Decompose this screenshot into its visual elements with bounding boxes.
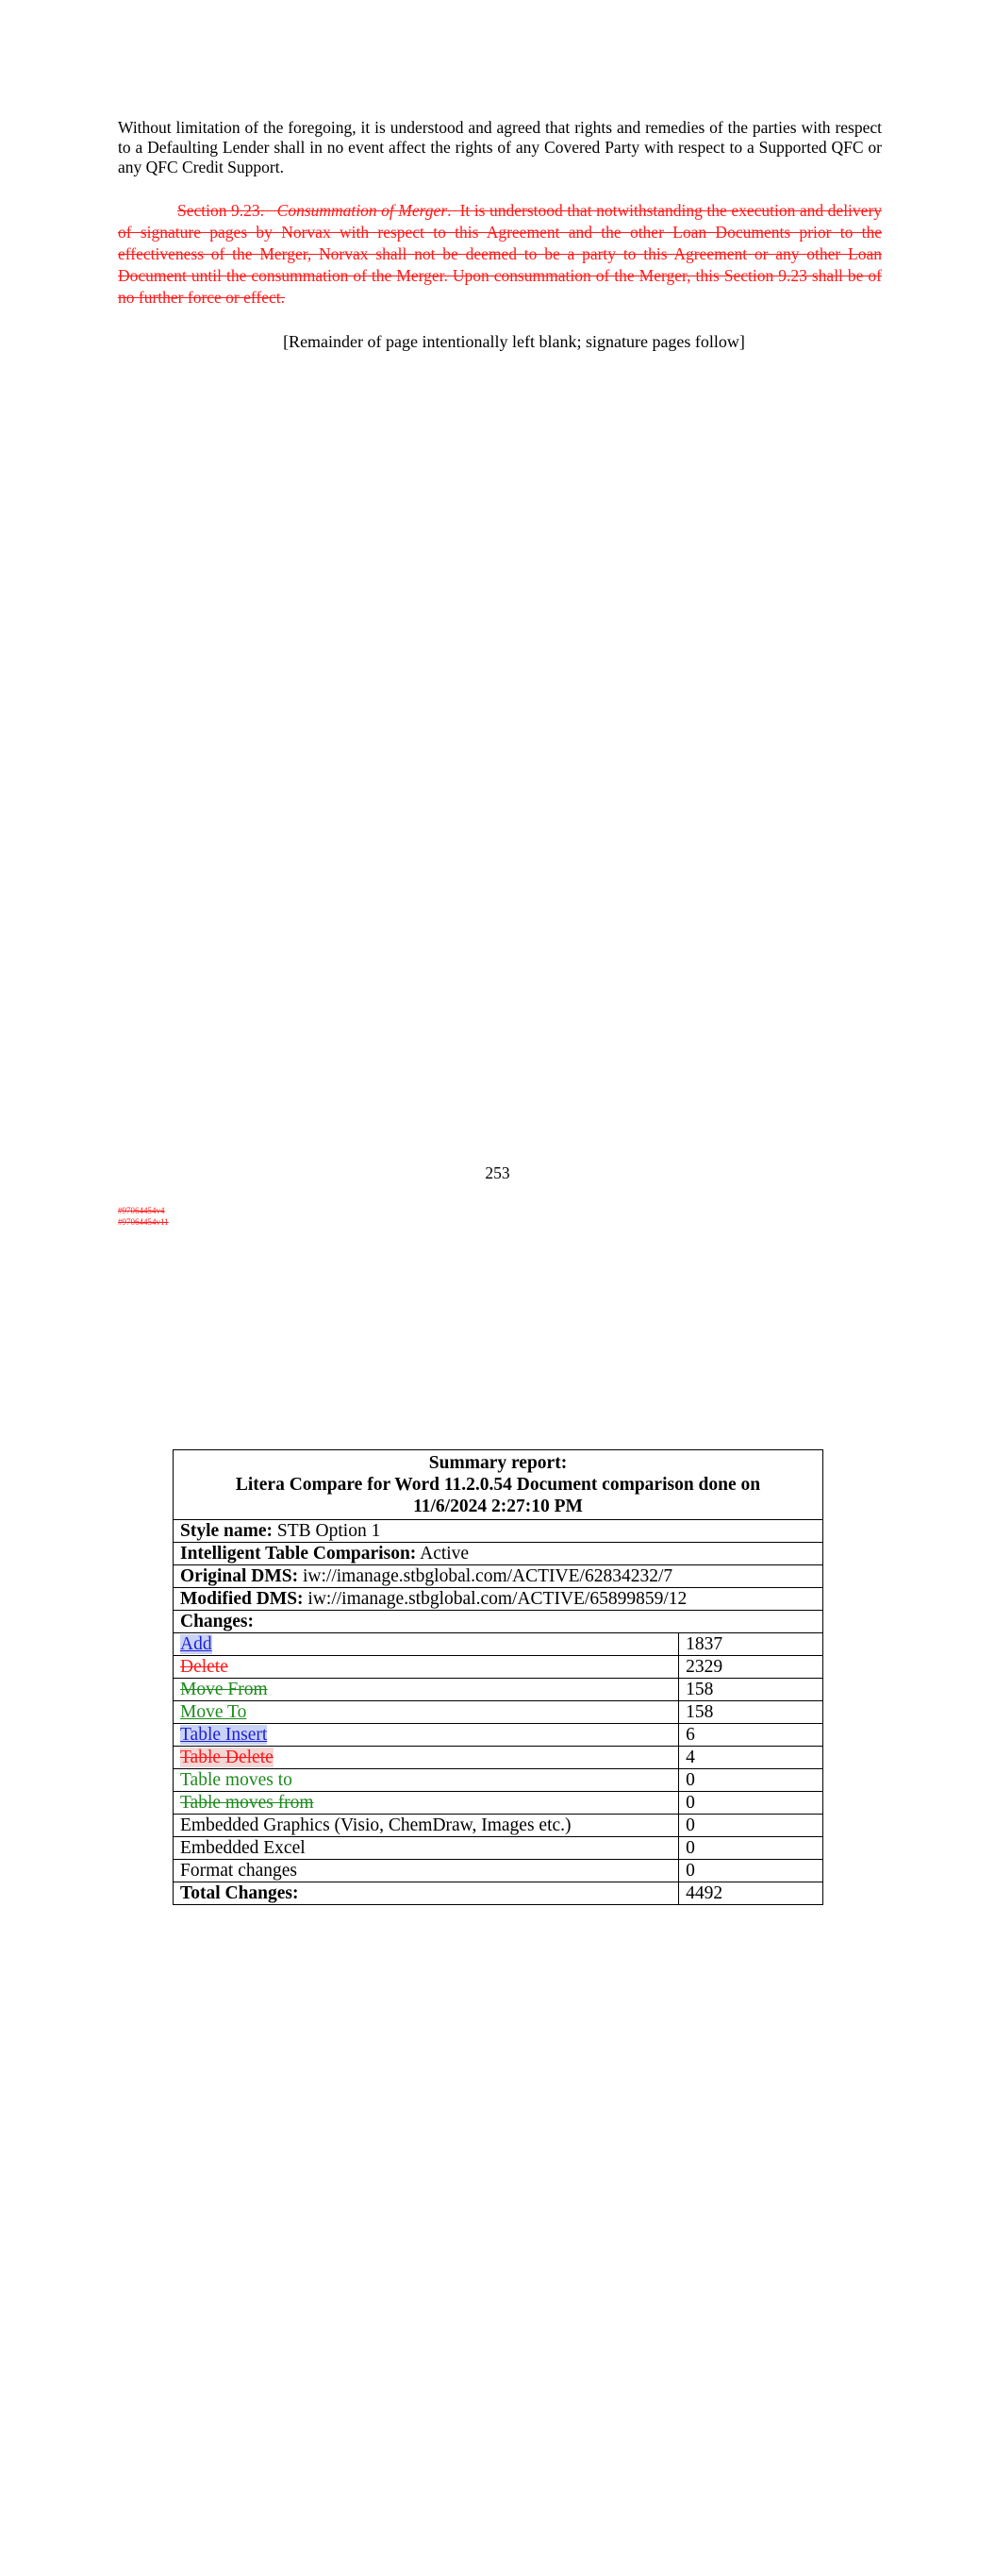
change-label-embedded-excel: Embedded Excel [174, 1837, 679, 1860]
change-row-delete [174, 1656, 823, 1679]
change-row-add [174, 1633, 823, 1656]
summary-header [174, 1450, 823, 1520]
summary-title: Summary report: [428, 1453, 568, 1473]
change-value-embedded-graphics: 0 [679, 1815, 823, 1837]
change-label-table-insert: Table Insert [180, 1725, 268, 1745]
doc-id-deleted: #97064454v11 [118, 1217, 169, 1227]
change-row-table-insert [174, 1724, 823, 1747]
change-value-format-changes: 0 [679, 1860, 823, 1882]
modified-dms-label: Modified DMS: [180, 1589, 304, 1609]
change-label-move-from: Move From [180, 1680, 268, 1699]
changes-label: Changes: [174, 1611, 823, 1633]
remainder-note: [Remainder of page intentionally left blank; signature pages follow] [283, 332, 745, 351]
change-label-table-delete: Table Delete [180, 1748, 274, 1767]
deleted-section-title: Consummation of Merger [276, 201, 448, 220]
deleted-section-number: Section 9.23. [177, 201, 265, 220]
change-label-table-moves-from: Table moves from [180, 1793, 314, 1813]
style-name-row [174, 1520, 823, 1543]
summary-report-table [173, 1449, 823, 1905]
change-value-table-moves-to: 0 [679, 1769, 823, 1792]
change-value-add: 1837 [679, 1633, 823, 1656]
change-row-table-moves-from [174, 1792, 823, 1815]
change-value-embedded-excel: 0 [679, 1837, 823, 1860]
change-label-embedded-graphics: Embedded Graphics (Visio, ChemDraw, Images etc.) [174, 1815, 679, 1837]
itc-value: Active [420, 1544, 470, 1564]
style-name-value: STB Option 1 [276, 1521, 381, 1541]
original-dms-label: Original DMS: [180, 1566, 299, 1586]
change-label-add: Add [180, 1634, 212, 1654]
change-row-table-delete [174, 1747, 823, 1769]
change-label-delete: Delete [180, 1657, 228, 1677]
change-row-table-moves-to [174, 1769, 823, 1792]
change-row-embedded-excel [174, 1837, 823, 1860]
style-name-label: Style name: [180, 1521, 274, 1541]
page-number: 253 [485, 1163, 510, 1182]
change-value-move-to: 158 [679, 1701, 823, 1724]
change-label-move-to: Move To [180, 1702, 247, 1722]
modified-dms-row [174, 1588, 823, 1611]
modified-dms-value: iw://imanage.stbglobal.com/ACTIVE/65899859/12 [307, 1589, 688, 1609]
body-paragraph: Without limitation of the foregoing, it is understood and agreed that rights and remedies of the parties with respect to a Defaulting Lender shall in no event affect the rights of any Covered Party with respect to a Supported QFC or any QFC Credit Support. [118, 118, 882, 176]
total-changes-label: Total Changes: [174, 1882, 679, 1905]
change-value-table-insert: 6 [679, 1724, 823, 1747]
doc-id-deleted: #97064454v4 [118, 1206, 165, 1215]
change-value-table-delete: 4 [679, 1747, 823, 1769]
change-row-move-from [174, 1679, 823, 1701]
change-label-table-moves-to: Table moves to [180, 1770, 292, 1790]
change-label-format-changes: Format changes [174, 1860, 679, 1882]
total-changes-value: 4492 [679, 1882, 823, 1905]
itc-label: Intelligent Table Comparison: [180, 1544, 417, 1564]
change-row-move-to [174, 1701, 823, 1724]
original-dms-row [174, 1565, 823, 1588]
change-value-move-from: 158 [679, 1679, 823, 1701]
original-dms-value: iw://imanage.stbglobal.com/ACTIVE/62834232/7 [303, 1566, 673, 1586]
change-value-delete: 2329 [679, 1656, 823, 1679]
summary-subtitle: Litera Compare for Word 11.2.0.54 Document comparison done on [235, 1475, 761, 1495]
change-value-table-moves-from: 0 [679, 1792, 823, 1815]
summary-datetime: 11/6/2024 2:27:10 PM [413, 1497, 583, 1516]
change-row-format-changes [174, 1860, 823, 1882]
deleted-section-text: It is understood that notwithstanding the execution and delivery of signature pages by Norvax with respect to this Agreement and the other Loan Documents prior to the effectiveness of the Merger, Norvax shall not be deemed to be a party to this Agreement or any other Loan Document until the consummation of the Merger. Upon consummation of the Merger, this Section 9.23 shall be of no further force or effect. [118, 201, 883, 307]
changes-header-row [174, 1611, 823, 1633]
itc-row [174, 1543, 823, 1565]
deleted-section-paragraph [118, 200, 882, 309]
summary-header-row [174, 1450, 823, 1520]
total-changes-row [174, 1882, 823, 1905]
deleted-section-title-suffix: . [447, 201, 452, 220]
change-row-embedded-graphics [174, 1815, 823, 1837]
